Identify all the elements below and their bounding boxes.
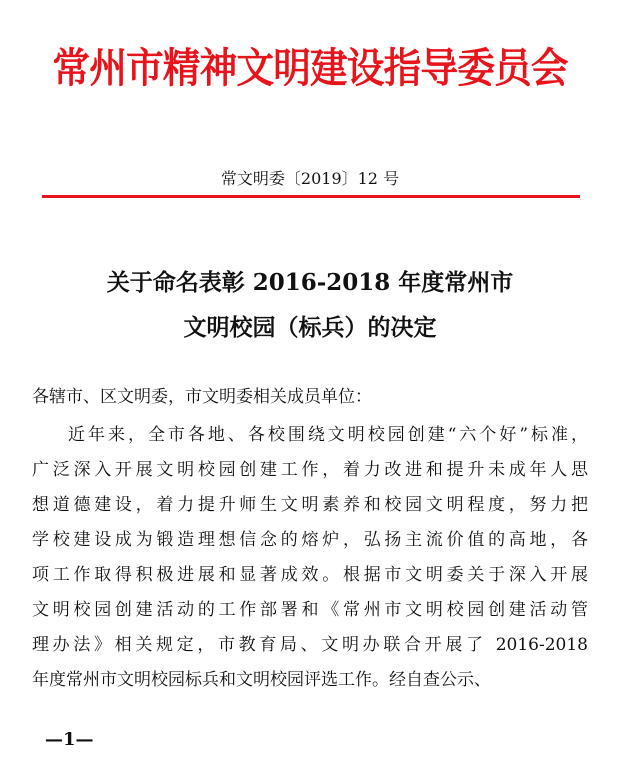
body-text-line: 文明校园创建活动的工作部署和《常州市文明校园创建活动管 — [32, 600, 588, 620]
body-text-line: 年度常州市文明校园标兵和文明校园评选工作。经自查公示、 — [32, 670, 491, 690]
document-title-line-2: 文明校园（标兵）的决定 — [183, 314, 437, 341]
page-number: —1— — [45, 729, 94, 750]
body-text-line: 广泛深入开展文明校园创建工作，着力改进和提升未成年人思 — [32, 460, 588, 480]
body-text-line: 理办法》相关规定，市教育局、文明办联合开展了 2016-2018 — [32, 635, 588, 655]
red-separator-rule — [42, 195, 580, 198]
body-text-line: 想道德建设，着力提升师生文明素养和校园文明程度，努力把 — [32, 495, 588, 515]
addressee-line: 各辖市、区文明委，市文明委相关成员单位： — [32, 387, 372, 407]
document-title-line-1: 关于命名表彰 2016-2018 年度常州市 — [106, 269, 514, 296]
document-number: 常文明委〔2019〕12 号 — [220, 169, 400, 188]
body-text-line: 项工作取得积极进展和显著成效。根据市文明委关于深入开展 — [32, 565, 588, 585]
body-text-line: 学校建设成为锻造理想信念的熔炉，弘扬主流价值的高地，各 — [32, 530, 588, 550]
issuing-organization-header: 常州市精神文明建设指导委员会 — [52, 44, 568, 92]
body-text-line: 近年来，全市各地、各校围绕文明校园创建“六个好”标准， — [68, 425, 588, 445]
